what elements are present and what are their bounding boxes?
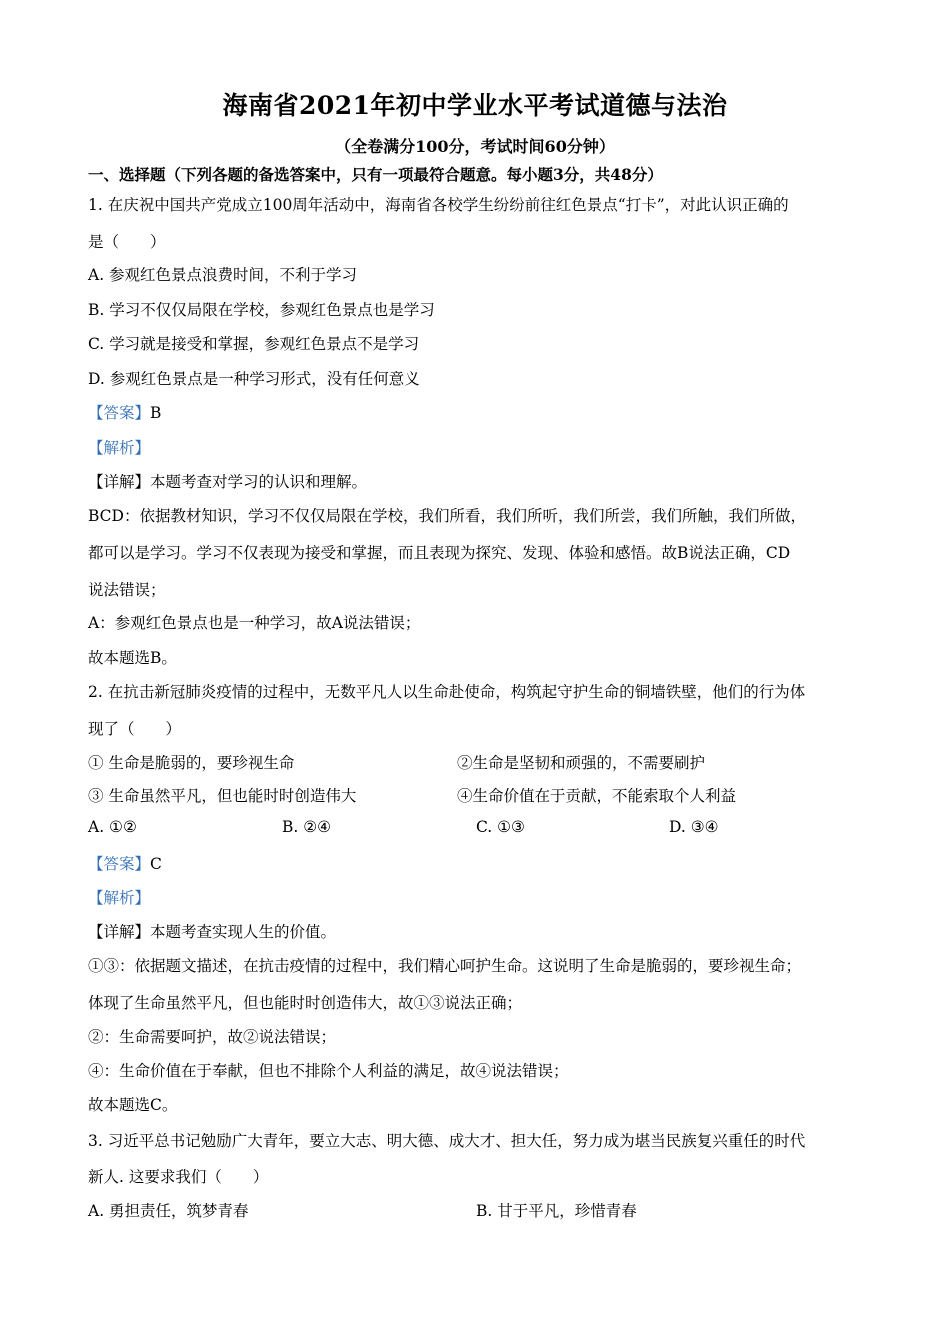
q1-option-c: C. 学习就是接受和掌握，参观红色景点不是学习 <box>88 335 420 353</box>
q2-explanation-2: 体现了生命虽然平凡，但也能时时创造伟大，故①③说法正确； <box>88 994 523 1012</box>
q1-stem-line2: 是（ ） <box>88 233 166 251</box>
q2-explanation-5: 故本题选C。 <box>88 1096 178 1114</box>
q1-explanation-5: 故本题选B。 <box>88 649 177 667</box>
q2-explanation-3: ②：生命需要呵护，故②说法错误； <box>88 1028 337 1046</box>
q1-option-d: D. 参观红色景点是一种学习形式，没有任何意义 <box>88 370 420 388</box>
q3-option-a: A. 勇担责任，筑梦青春 <box>88 1202 249 1220</box>
q2-explanation-4: ④：生命价值在于奉献，但也不排除个人利益的满足，故④说法错误； <box>88 1062 569 1080</box>
q2-detail: 【详解】本题考查实现人生的价值。 <box>88 923 337 941</box>
q2-analysis-tag: 【解析】 <box>88 889 151 907</box>
q2-option-a: A. ①② <box>88 818 137 836</box>
section-heading: 一、选择题（下列各题的备选答案中，只有一项最符合题意。每小题3分，共48分） <box>88 165 663 184</box>
q3-stem-line1: 3. 习近平总书记勉励广大青年，要立大志、明大德、成大才、担大任，努力成为堪当民族复兴重任的时代 <box>88 1132 806 1150</box>
q1-explanation-4: A：参观红色景点也是一种学习，故A说法错误； <box>88 614 421 632</box>
answer-tag: 【答案】 <box>88 855 151 873</box>
q1-answer <box>88 401 161 423</box>
q3-option-b: B. 甘于平凡，珍惜青春 <box>476 1202 637 1220</box>
answer-value: B <box>150 404 162 422</box>
q1-detail: 【详解】本题考查对学习的认识和理解。 <box>88 473 368 491</box>
q2-statement-4: ④生命价值在于贡献，不能索取个人利益 <box>457 787 737 805</box>
q2-answer <box>88 852 162 874</box>
page-title: 海南省2021年初中学业水平考试道德与法治 <box>222 91 728 120</box>
q2-explanation-1: ①③：依据题文描述，在抗击疫情的过程中，我们精心呵护生命。这说明了生命是脆弱的，要珍视生命； <box>88 957 802 975</box>
answer-value: C <box>150 855 162 873</box>
q2-option-d: D. ③④ <box>669 818 719 836</box>
q1-analysis-tag: 【解析】 <box>88 439 151 457</box>
q2-statement-3: ③ 生命虽然平凡，但也能时时创造伟大 <box>88 787 357 805</box>
page-subtitle: （全卷满分100分，考试时间60分钟） <box>335 137 615 156</box>
q2-stem-line1: 2. 在抗击新冠肺炎疫情的过程中，无数平凡人以生命赴使命，构筑起守护生命的铜墙铁壁，他们的行为体 <box>88 683 806 701</box>
q2-stem-line2: 现了（ ） <box>88 720 182 738</box>
q1-option-b: B. 学习不仅仅局限在学校，参观红色景点也是学习 <box>88 301 435 319</box>
q3-stem-line2: 新人. 这要求我们（ ） <box>88 1168 269 1186</box>
q1-stem-line1: 1. 在庆祝中国共产党成立100周年活动中，海南省各校学生纷纷前往红色景点“打卡”，对此认识正确的 <box>88 196 789 214</box>
answer-tag: 【答案】 <box>88 404 151 422</box>
q1-explanation-1: BCD：依据教材知识，学习不仅仅局限在学校，我们所看，我们所听，我们所尝，我们所触，我们所做， <box>88 507 806 525</box>
q1-explanation-2: 都可以是学习。学习不仅表现为接受和掌握，而且表现为探究、发现、体验和感悟。故B说法正确，CD <box>88 544 791 562</box>
q1-explanation-3: 说法错误； <box>88 581 166 599</box>
q2-option-b: B. ②④ <box>282 818 332 836</box>
q1-option-a: A. 参观红色景点浪费时间，不利于学习 <box>88 266 358 284</box>
q2-option-c: C. ①③ <box>476 818 525 836</box>
q2-statement-2: ②生命是坚韧和顽强的，不需要刷护 <box>457 754 706 772</box>
q2-statement-1: ① 生命是脆弱的，要珍视生命 <box>88 754 295 772</box>
